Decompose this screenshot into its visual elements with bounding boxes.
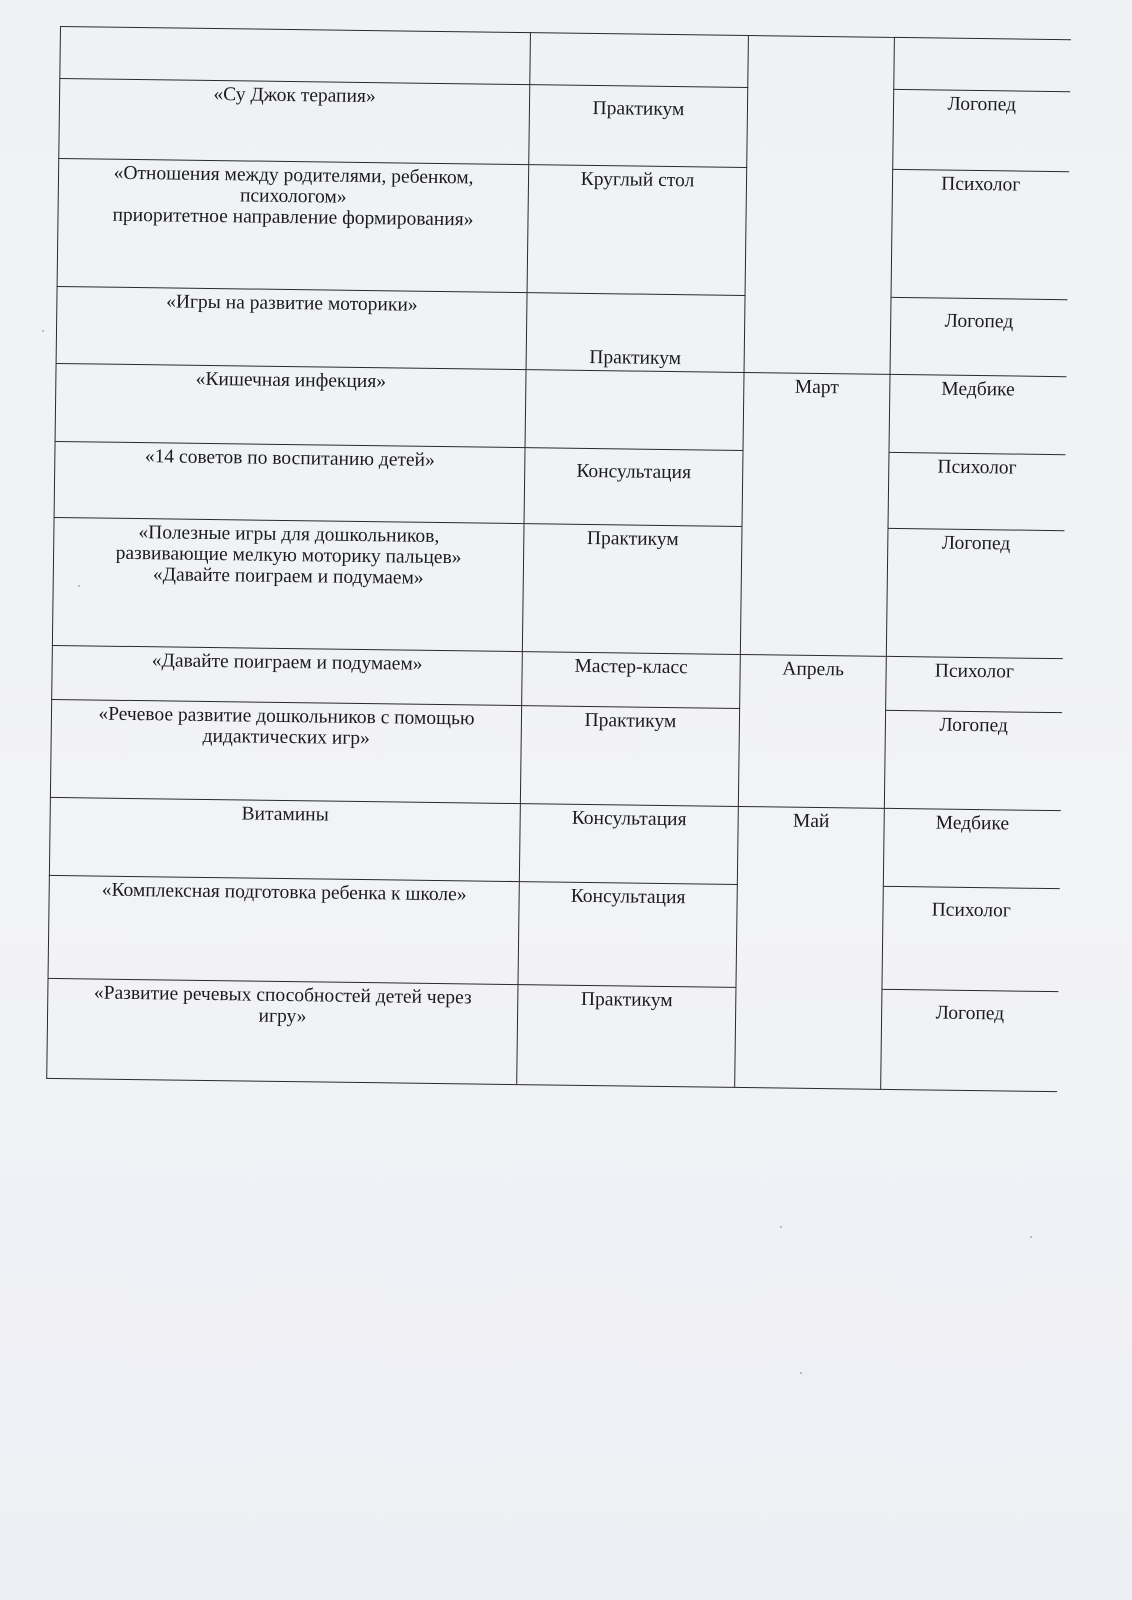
paper-speck: [1030, 1236, 1032, 1238]
topic-cell: «Су Джок терапия»: [59, 79, 530, 165]
topic-cell: «14 советов по воспитанию детей»: [54, 441, 525, 523]
form-cell: Круглый стол: [527, 165, 747, 296]
responsible-cell: Логопед: [881, 989, 1058, 1091]
responsible-cell: Медбике: [889, 374, 1066, 454]
form-cell: Мастер-класс: [522, 652, 741, 709]
topic-line: «Отношения между родителями, ребенком,: [113, 162, 474, 189]
form-cell: Консультация: [524, 448, 743, 527]
topic-line: дидактических игр»: [202, 725, 370, 750]
topic-cell: [52, 517, 524, 651]
topic-line: игру»: [258, 1005, 307, 1028]
form-cell: Консультация: [519, 804, 738, 885]
topic-cell: «Комплексная подготовка ребенка к школе»: [48, 875, 519, 984]
responsible-cell: Психолог: [882, 886, 1059, 991]
topic-line: «Речевое развитие дошкольников с помощью: [98, 703, 475, 730]
table-row: [47, 978, 1058, 1091]
form-cell: Практикум: [520, 706, 739, 807]
table-row: [54, 441, 1065, 530]
table-row: [56, 286, 1067, 376]
month-cell: Апрель: [738, 654, 886, 808]
table-row: [49, 797, 1060, 888]
responsible-cell: Логопед: [886, 528, 1064, 658]
topic-cell: «Игры на развитие моторики»: [56, 286, 527, 369]
paper-speck: [780, 1226, 782, 1228]
responsible-cell: Логопед: [893, 89, 1070, 171]
table-row: [48, 875, 1059, 991]
responsible-cell: Логопед: [890, 297, 1067, 376]
topic-line: приоритетное направление формирования»: [112, 204, 474, 231]
topic-cell: [47, 978, 518, 1084]
events-table: [46, 26, 1070, 1092]
topic-line: «Давайте поиграем и подумаем»: [152, 564, 424, 589]
table-cell-empty: [60, 27, 531, 85]
table-row: [52, 517, 1064, 658]
form-cell: Практикум: [522, 524, 742, 655]
month-cell: Март: [740, 372, 890, 656]
paper-speck: [42, 330, 44, 332]
responsible-cell: Логопед: [884, 710, 1061, 810]
topic-cell: [57, 158, 529, 292]
topic-cell: «Давайте поиграем и подумаем»: [52, 645, 523, 705]
topic-cell: Витамины: [49, 797, 520, 881]
month-cell: Май: [735, 806, 885, 1089]
paper-speck: [78, 585, 80, 587]
responsible-cell: Психолог: [886, 656, 1063, 712]
table-row: [55, 363, 1066, 454]
form-cell: Практикум: [517, 985, 736, 1088]
table-row: [57, 158, 1069, 299]
form-cell: [525, 370, 744, 451]
form-cell: Практикум: [526, 293, 745, 373]
table-cell-empty: [530, 33, 749, 88]
responsible-cell: Психолог: [891, 169, 1069, 299]
table-row: [59, 79, 1070, 172]
paper-speck: [800, 1372, 802, 1374]
topic-line: «Развитие речевых способностей детей через: [93, 982, 472, 1009]
table-cell-empty: [744, 36, 894, 375]
topic-cell: «Кишечная инфекция»: [55, 363, 526, 447]
table-row: [50, 699, 1061, 810]
table-cell-empty: [894, 37, 1071, 91]
topic-line: «Полезные игры для дошкольников,: [138, 522, 440, 548]
form-cell: Практикум: [529, 85, 748, 168]
topic-line: психологом»: [239, 185, 347, 208]
responsible-cell: Медбике: [883, 808, 1060, 888]
topic-cell: [50, 699, 521, 803]
responsible-cell: Психолог: [888, 452, 1065, 530]
form-cell: Консультация: [518, 882, 737, 988]
topic-line: развивающие мелкую моторику пальцев»: [115, 542, 462, 569]
